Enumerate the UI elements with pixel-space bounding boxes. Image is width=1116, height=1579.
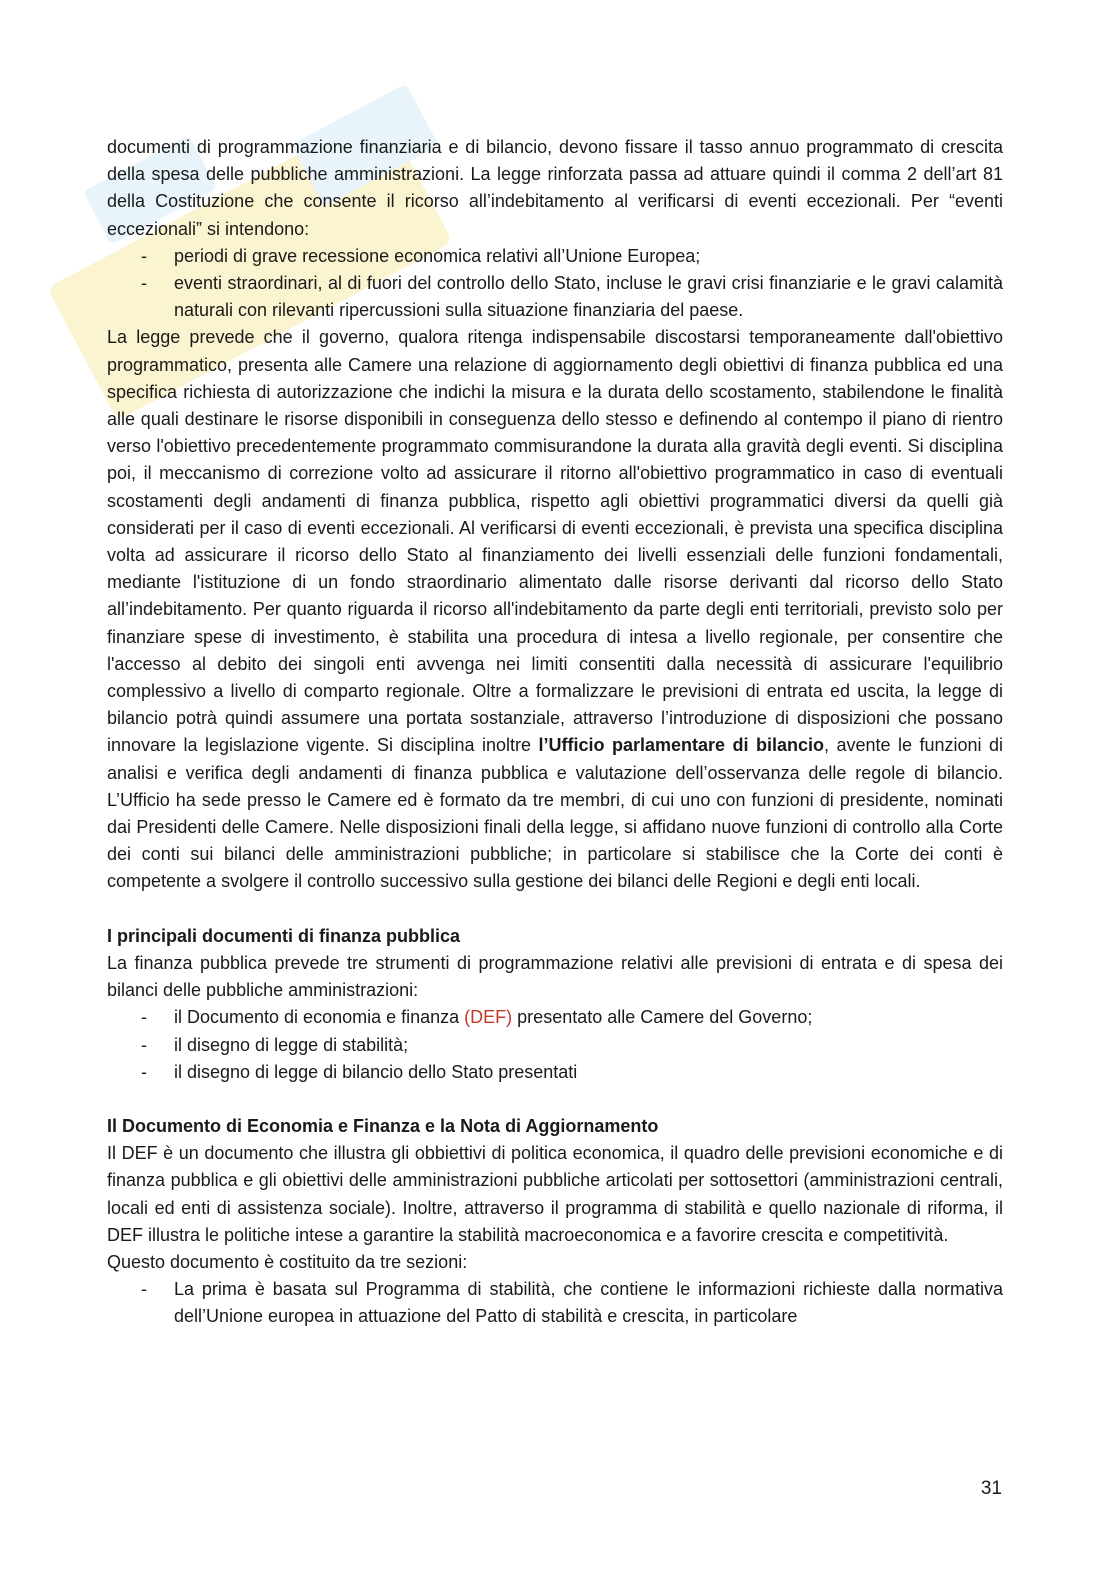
list-item: - il disegno di legge di stabilità; xyxy=(107,1032,1003,1059)
section-paragraph: Questo documento è costituito da tre sezioni: xyxy=(107,1251,468,1272)
bullet-dash: - xyxy=(141,1279,147,1300)
section-paragraph: La finanza pubblica prevede tre strumenti di programmazione relativi alle previsioni di entrata e di spesa dei bilanci delle pubbliche amministrazioni: xyxy=(107,952,1003,1001)
section-heading: I principali documenti di finanza pubblica xyxy=(107,925,461,946)
page-number: 31 xyxy=(980,1478,1002,1499)
body-paragraph: La legge prevede che il governo, qualora ritenga indispensabile discostarsi temporaneamente dall'obiettivo programmatico, presenta alle Camere una relazione di aggiornamento degli obiettivi di finanza pubblica ed una specifica richiesta di autorizzazione che indichi la misura e la durata dello scostamento, stabilendone le finalità alle quali destinare le risorse disponibili in conseguenza dello stesso e definendo al contempo il piano di rientro verso l'obiettivo precedentemente programmato commisurandone la durata alla gravità degli eventi. Si disciplina poi, il meccanismo di correzione volto ad assicurare il ritorno all'obiettivo programmatico in caso di eventuali scostamenti degli andamenti di finanza pubblica, rispetto agli obiettivi programmatici diversi da quelli già considerati per il caso di eventi eccezionali. Al verificarsi di eventi eccezionali, è prevista una specifica disciplina volta ad assicurare il ricorso dello Stato al finanziamento dei livelli essenziali delle funzioni fondamentali, mediante l'istituzione di un fondo straordinario alimentato dalle risorse derivanti dal ricorso dello Stato all’indebitamento. Per quanto riguarda il ricorso all'indebitamento da parte degli enti territoriali, previsto solo per finanziare spese di investimento, è stabilita una procedura di intesa a livello regionale, per consentire che l'accesso al debito dei singoli enti avvenga nei limiti consentiti dalla necessità di assicurare l'equilibrio complessivo a livello di comparto regionale. Oltre a formalizzare le previsioni di entrata ed uscita, la legge di bilancio potrà quindi assumere una portata sostanziale, attraverso l’introduzione di disposizioni che possano innovare la legislazione vigente. Si disciplina inoltre l’Ufficio parlamentare di bilancio, avente le funzioni di analisi e verifica degli andamenti di finanza pubblica e valutazione dell’osservanza delle regole di bilancio. L’Ufficio ha sede presso le Camere ed è formato da tre membri, di cui uno con funzioni di presidente, nominati dai Presidenti delle Camere. Nelle disposizioni finali della legge, si affidano nuove funzioni di controllo alla Corte dei conti sui bilanci delle amministrazioni pubbliche; in particolare si stabilisce che la Corte dei conti è competente a svolgere il controllo successivo sulla gestione dei bilanci delle Regioni e degli enti locali. xyxy=(107,327,1003,892)
bullet-dash: - xyxy=(141,273,147,294)
list-item: - il disegno di legge di bilancio dello Stato presentati xyxy=(107,1059,1003,1086)
bullet-dash: - xyxy=(141,1007,147,1028)
events-list xyxy=(107,243,1003,325)
list-item: - periodi di grave recessione economica relativi all’Unione Europea; xyxy=(107,243,1003,270)
section-heading: Il Documento di Economia e Finanza e la Nota di Aggiornamento xyxy=(107,1115,659,1136)
list-item: - La prima è basata sul Programma di stabilità, che contiene le informazioni richieste dalla normativa dell’Unione europea in attuazione del Patto di stabilità e crescita, in particolare xyxy=(107,1276,1003,1330)
bullet-dash: - xyxy=(141,1061,147,1082)
bullet-dash: - xyxy=(141,245,147,266)
section-paragraph: Il DEF è un documento che illustra gli obbiettivi di politica economica, il quadro delle previsioni economiche e di finanza pubblica e gli obiettivi delle amministrazioni pubbliche articolati per sottosettori (amministrazioni centrali, locali ed enti di assistenza sociale). Inoltre, attraverso il programma di stabilità e quello nazionale di riforma, il DEF illustra le politiche intese a garantire la stabilità macroeconomica e a favorire crescita e competitività. xyxy=(107,1143,1003,1245)
def-highlight: (DEF) xyxy=(464,1007,513,1028)
list-item: - il Documento di economia e finanza (DEF) presentato alle Camere del Governo; xyxy=(107,1004,1003,1031)
list-item: - eventi straordinari, al di fuori del controllo dello Stato, incluse le gravi crisi finanziarie e le gravi calamità naturali con rilevanti ripercussioni sulla situazione finanziaria del paese. xyxy=(107,270,1003,324)
documents-list xyxy=(107,1004,1003,1086)
bullet-dash: - xyxy=(141,1034,147,1055)
bold-term: l’Ufficio parlamentare di bilancio xyxy=(538,735,824,756)
intro-paragraph: documenti di programmazione finanziaria e di bilancio, devono fissare il tasso annuo programmato di crescita della spesa delle pubbliche amministrazioni. La legge rinforzata passa ad attuare quindi il comma 2 dell’art 81 della Costituzione che consente il ricorso all’indebitamento al verificarsi di eventi eccezionali. Per “eventi eccezionali” si intendono: xyxy=(107,137,1003,239)
document-page xyxy=(107,134,1003,1331)
sections-list xyxy=(107,1276,1003,1330)
